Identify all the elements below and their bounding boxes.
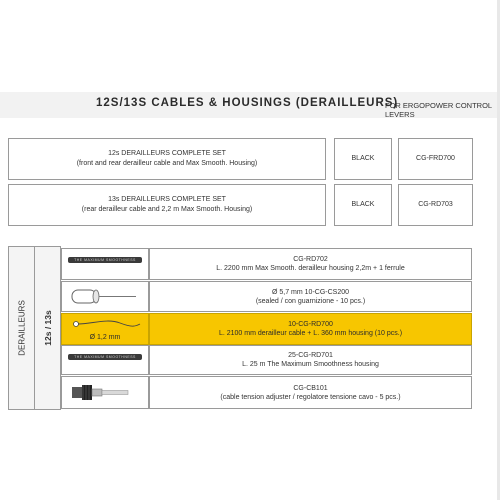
product-info-cell (149, 248, 472, 280)
product-desc: L. 2200 mm Max Smooth. derailleur housing 2,2m + 1 ferrule (216, 265, 405, 272)
product-code: CG-CB101 (293, 384, 328, 392)
product-info-cell (149, 281, 472, 312)
housing-icon: THE MAXIMUM SMOOTHNESS (68, 354, 142, 360)
product-desc: (cable tension adjuster / regolatore tensione cavo - 5 pcs.) (220, 393, 401, 401)
speed-label-cell (34, 246, 61, 410)
product-image-cell (61, 376, 149, 409)
product-image-cell (61, 313, 149, 345)
product-info-cell (149, 376, 472, 409)
set-code: CG-RD703 (398, 184, 473, 226)
product-code: Ø 5,7 mm 10-CG-CS200 (271, 288, 350, 296)
group-label-cell (8, 246, 35, 410)
housing-icon: THE MAXIMUM SMOOTHNESS (68, 257, 142, 263)
product-info-cell-highlighted (149, 313, 472, 345)
set-description-box (8, 184, 326, 226)
cable-diameter-label: Ø 1,2 mm (89, 334, 121, 341)
product-desc: (sealed / con guarnizione - 10 pcs.) (255, 297, 366, 305)
product-code: CG-RD702 (293, 256, 328, 263)
set-detail: (rear derailleur cable and 2,2 m Max Smooth. Housing) (81, 206, 253, 213)
product-code: 25-CG-RD701 (288, 352, 333, 359)
product-code: 10-CG-RD700 (288, 321, 333, 328)
cable-icon (62, 314, 148, 336)
set-name: 13s DERAILLEURS COMPLETE SET (108, 196, 226, 203)
set-color: BLACK (334, 184, 392, 226)
set-name: 12s DERAILLEURS COMPLETE SET (108, 150, 226, 157)
set-detail: (front and rear derailleur cable and Max Smooth. Housing) (76, 160, 258, 167)
product-image-cell (61, 248, 149, 280)
section-title: 12S/13S CABLES & HOUSINGS (DERAILLEURS) (96, 97, 399, 109)
product-desc: L. 25 m The Maximum Smoothness housing (242, 361, 379, 368)
product-info-cell (149, 345, 472, 375)
ferrule-icon (62, 282, 148, 311)
group-label: DERAILLEURS (17, 300, 26, 356)
speed-label: 12s / 13s (42, 310, 53, 346)
section-note: FOR ERGOPOWER CONTROL LEVERS (385, 101, 492, 119)
set-description-box (8, 138, 326, 180)
product-image-cell (61, 281, 149, 312)
adjuster-icon (62, 377, 148, 408)
product-image-cell (61, 345, 149, 375)
product-desc: L. 2100 mm derailleur cable + L. 360 mm housing (10 pcs.) (218, 330, 403, 337)
set-color: BLACK (334, 138, 392, 180)
set-code: CG-FRD700 (398, 138, 473, 180)
